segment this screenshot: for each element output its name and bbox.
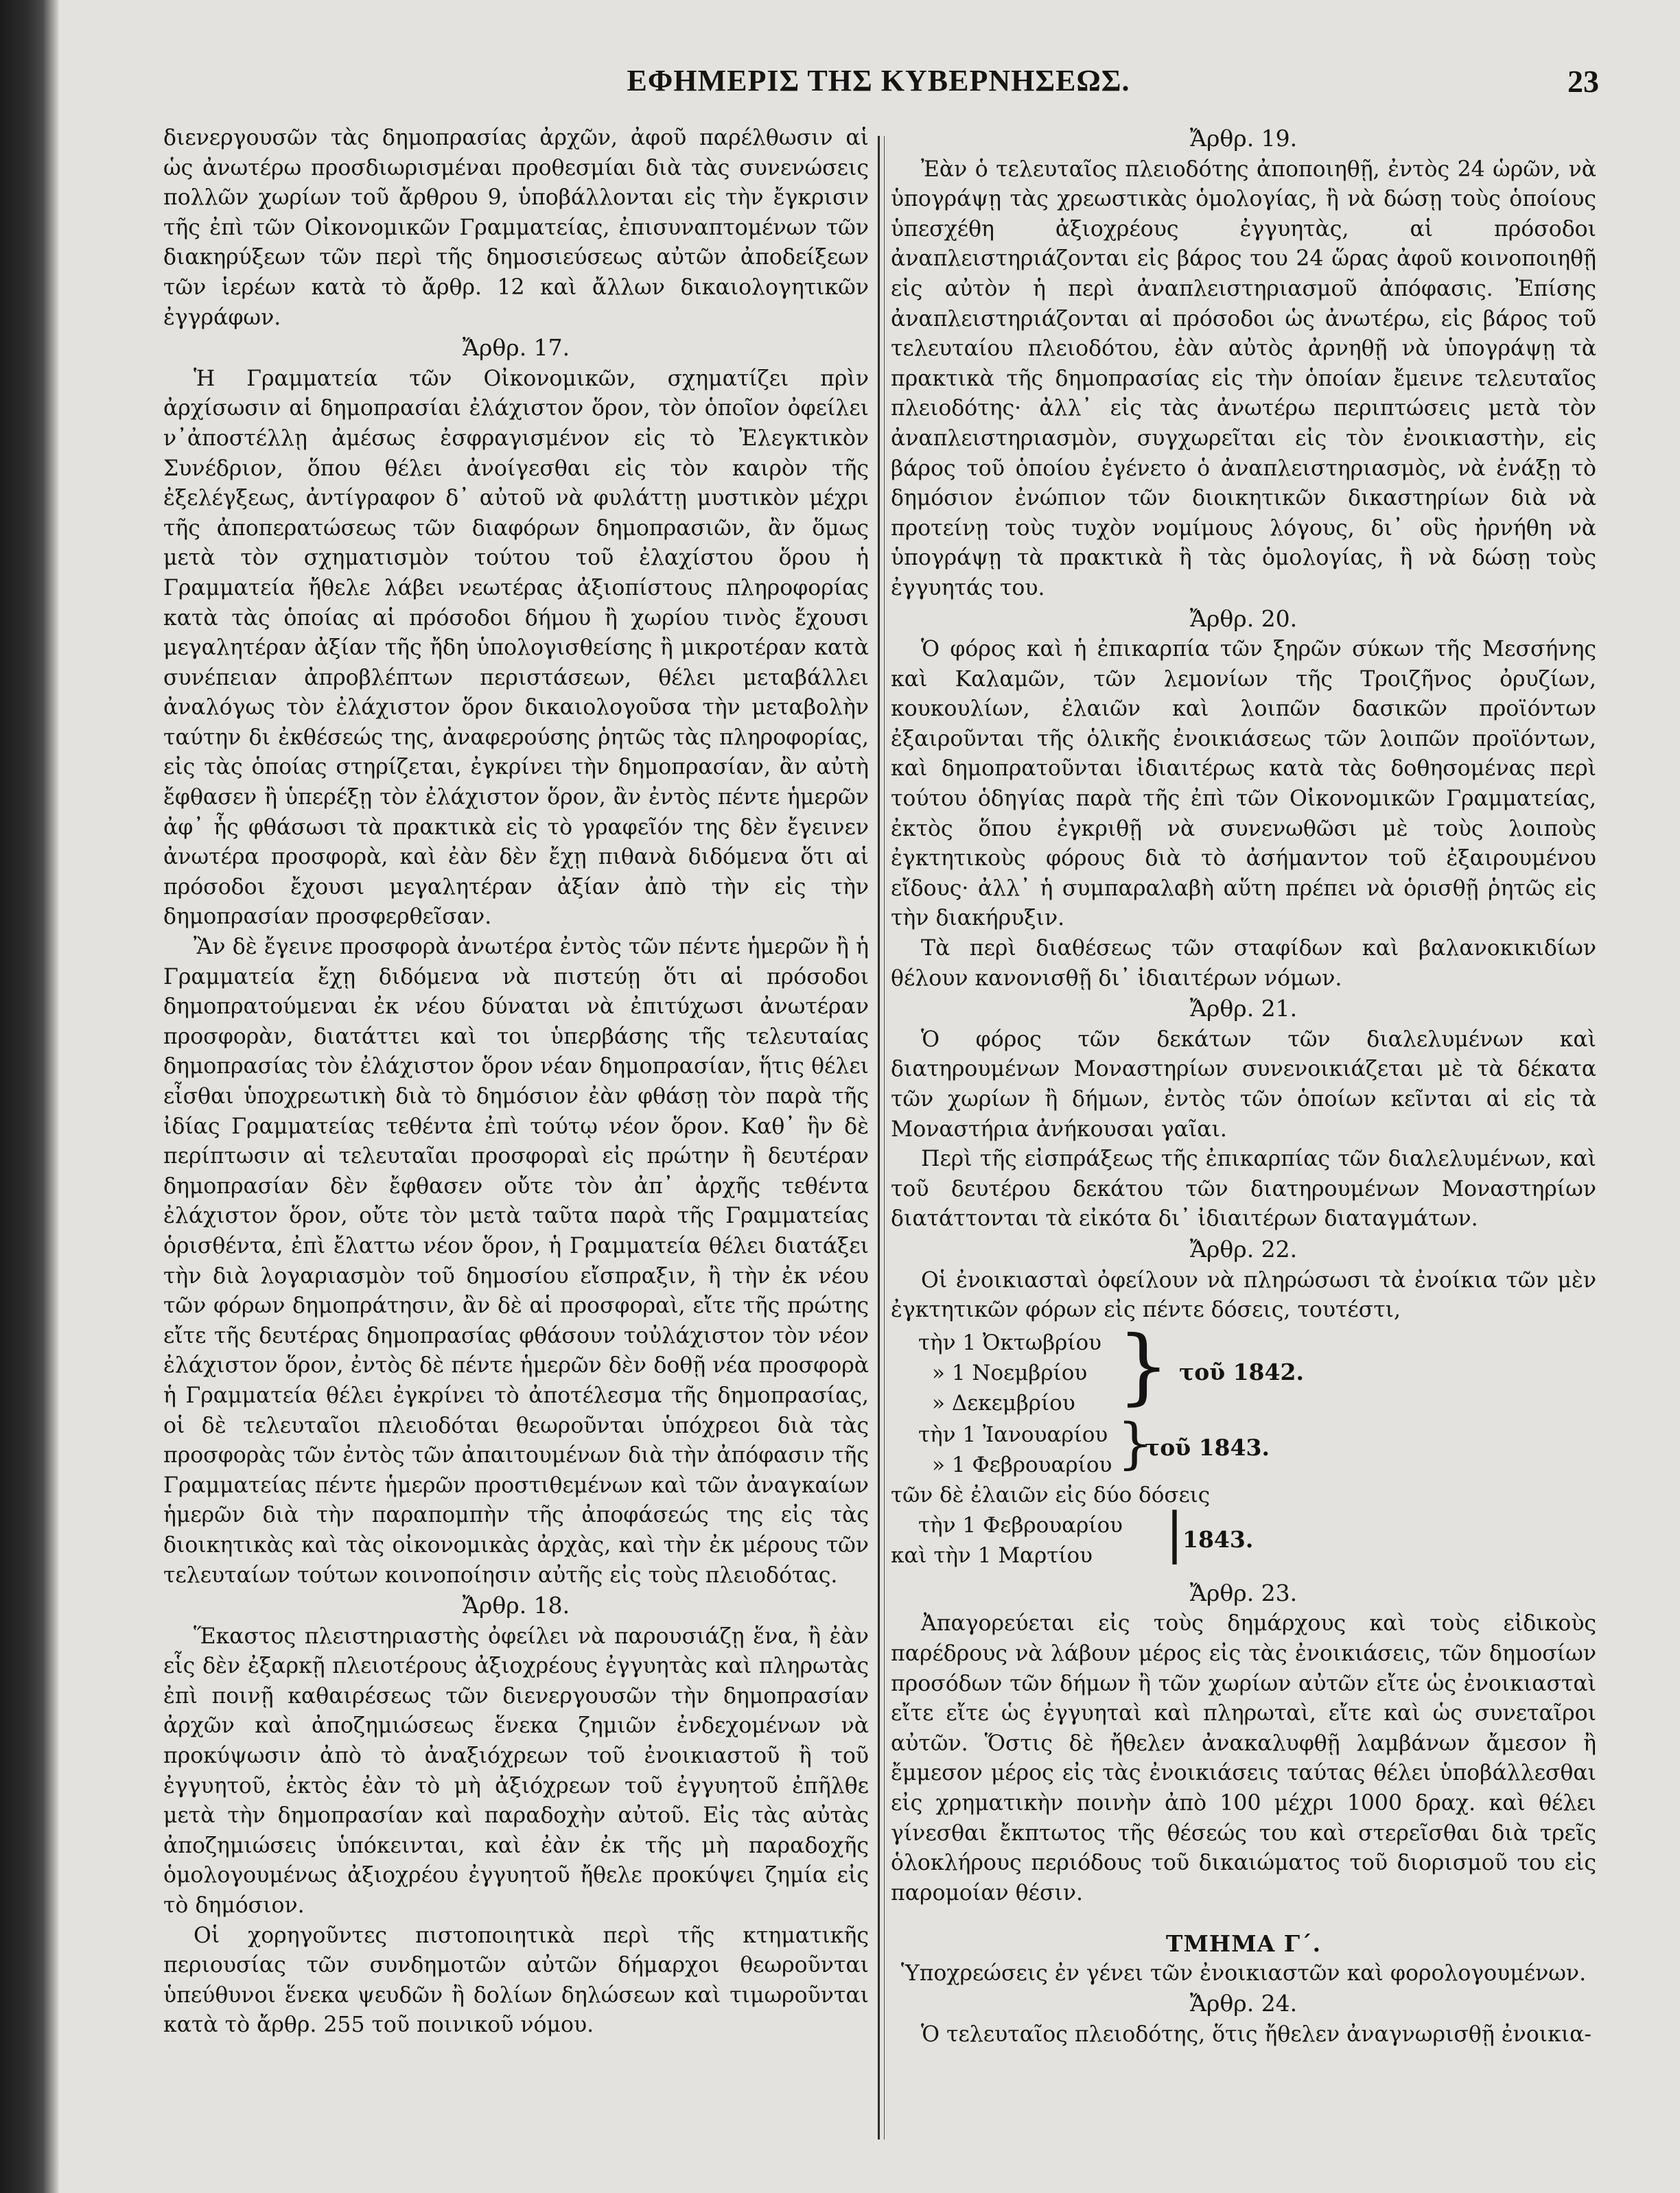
schedule-line: » 1 Φεβρουαρίου: [932, 1452, 1112, 1477]
schedule-year: 1843.: [1182, 1525, 1254, 1553]
brace-icon: }: [1117, 1318, 1170, 1414]
paragraph: Οἱ χορηγοῦντες πιστοποιητικὰ περὶ τῆς κτηματικῆς περιουσίας τῶν συνδημοτῶν αὐτῶν δήμαρχοι θεωροῦνται ὑπεύθυνοι ἕνεκα ψευδῶν ἢ δολίων δηλώσεων καὶ τιμωροῦνται κατὰ τὸ ἄρθρ. 255 τοῦ ποινικοῦ νόμου.: [163, 1923, 869, 2038]
book-binding-edge: [0, 0, 59, 2193]
brace-icon: |: [1165, 1500, 1184, 1564]
article-heading-21: Ἄρθρ. 21.: [1189, 995, 1298, 1022]
column-divider: [878, 136, 880, 2139]
gazette-title: ΕΦΗΜΕΡΙΣ ΤΗΣ ΚΥΒΕΡΝΗΣΕΩΣ.: [627, 64, 1130, 97]
article-heading-24: Ἄρθρ. 24.: [1189, 1990, 1298, 2017]
article-heading-18: Ἄρθρ. 18.: [462, 1592, 570, 1619]
schedule-year: τοῦ 1843.: [1145, 1433, 1270, 1461]
payment-schedule: [891, 1318, 1596, 1575]
schedule-year: τοῦ 1842.: [1179, 1358, 1304, 1385]
paragraph: Οἱ ἐνοικιασταὶ ὀφείλουν νὰ πληρώσωσι τὰ ἐνοίκια τῶν μὲν ἐγκτητικῶν φόρων εἰς πέντε δόσεις, τουτέστι,: [891, 1267, 1596, 1323]
schedule-line: τὴν 1 Φεβρουαρίου: [918, 1512, 1123, 1538]
paragraph: διενεργουσῶν τὰς δημοπρασίας ἀρχῶν, ἀφοῦ παρέλθωσιν αἱ ὡς ἀνωτέρω προσδιωρισμέναι προθεσμίαι διὰ τὰς συνενώσεις πολλῶν χωρίων τοῦ ἄρθρου 9, ὑποβάλλονται εἰς τὴν ἔγκρισιν τῆς ἐπὶ τῶν Οἰκονομικῶν Γραμματείας, ἐπισυναπτομένων τῶν διακηρύξεων τῶν περὶ τῆς δημοσιεύσεως αὐτῶν ἀποδείξεων τῶν ἱερέων κατὰ τὸ ἄρθρ. 12 καὶ ἄλλων δικαιολογητικῶν ἐγγράφων.: [163, 126, 869, 330]
paragraph: Ἕκαστος πλειστηριαστὴς ὀφείλει νὰ παρουσιάζῃ ἕνα, ἢ ἐὰν εἷς δὲν ἐξαρκῇ πλειοτέρους ἀξιοχρέους ἐγγυητὰς καὶ πληρωτὰς ἐπὶ ποινῇ καθαιρέσεως τῶν διενεργουσῶν τὴν δημοπρασίαν ἀρχῶν καὶ ἀποζημιώσεως ἕνεκα ζημιῶν ἐνδεχομένων νὰ προκύψωσιν ἀπὸ τὸ ἀναξιόχρεων τοῦ ἐνοικιαστοῦ ἢ τοῦ ἐγγυητοῦ, ἐκτὸς ἐὰν τὸ μὴ ἀξιόχρεων τοῦ ἐγγυητοῦ ἐπῆλθε μετὰ τὴν δημοπρασίαν καὶ παραδοχὴν αὐτοῦ. Εἰς τὰς αὐτὰς ἀποζημιώσεις ὑπόκεινται, καὶ ἐὰν ἐκ τῆς μὴ παραδοχῆς ὁμολογουμένως ἀξιοχρέου ἐγγυητοῦ ἤθελε προκύψει ζημία εἰς τὸ δημόσιον.: [163, 1623, 869, 1919]
column-divider-thin: [884, 136, 885, 2139]
section-subtitle: Ὑποχρεώσεις ἐν γένει τῶν ἐνοικιαστῶν καὶ φορολογουμένων.: [900, 1960, 1587, 1986]
paragraph: Ὁ φόρος καὶ ἡ ἐπικαρπία τῶν ξηρῶν σύκων τῆς Μεσσήνης καὶ Καλαμῶν, τῶν λεμονίων τῆς Τροιζῆνος ὀρυζίων, κουκουλίων, ἐλαιῶν καὶ λοιπῶν δασικῶν προϊόντων ἐξαιροῦνται τῆς ὁλικῆς ἐνοικιάσεως τῶν λοιπῶν προϊόντων, καὶ δημοπρατοῦνται ἰδιαιτέρως κατὰ τὰς δοθησομένας περὶ τούτου ὁδηγίας παρὰ τῆς ἐπὶ τῶν Οἰκονομικῶν Γραμματείας, ἐκτὸς ὅπου ἐγκριθῇ νὰ συνενωθῶσι μὲ τοὺς λοιποὺς ἐγκτητικοὺς φόρους διὰ τὸ ἀσήμαντον τοῦ ἐξαιρουμένου εἴδους· ἀλλ᾽ ἡ συμπαραλαβὴ αὕτη πρέπει νὰ ὁρισθῇ ῥητῶς εἰς τὴν διακήρυξιν.: [891, 637, 1596, 931]
article-heading-20: Ἄρθρ. 20.: [1189, 605, 1298, 632]
schedule-line: τὴν 1 Ὀκτωβρίου: [918, 1330, 1102, 1355]
schedule-line: τὴν 1 Ἰανουαρίου: [918, 1422, 1108, 1447]
paragraph: Περὶ τῆς εἰσπράξεως τῆς ἐπικαρπίας τῶν διαλελυμένων, καὶ τοῦ δευτέρου δεκάτου τῶν διατηρουμένων Μοναστηρίων διατάττονται τὰ εἰκότα δι᾽ ἰδιαιτέρων διαταγμάτων.: [891, 1147, 1596, 1232]
paragraph: Τὰ περὶ διαθέσεως τῶν σταφίδων καὶ βαλανοκικιδίων θέλουν κανονισθῇ δι᾽ ἰδιαιτέρων νόμων.: [891, 936, 1596, 991]
article-heading-19: Ἄρθρ. 19.: [1189, 125, 1298, 152]
paragraph: Ὁ φόρος τῶν δεκάτων τῶν διαλελυμένων καὶ διατηρουμένων Μοναστηρίων συνενοικιάζεται μὲ τὰ δέκατα τῶν χωρίων ἢ δήμων, ἐντὸς τῶν ὁποίων κεῖνται αἱ εἰς τὰ Μοναστήρια ἀνήκουσαι γαῖαι.: [891, 1027, 1596, 1142]
section-heading: ΤΜΗΜΑ Γ΄.: [1165, 1930, 1322, 1958]
page-number: 23: [1567, 64, 1599, 99]
paragraph: Ἡ Γραμματεία τῶν Οἰκονομικῶν, σχηματίζει πρὶν ἀρχίσωσιν αἱ δημοπρασίαι ἐλάχιστον ὅρον, τὸν ὁποῖον ὀφείλει ν᾽ἀποστέλλῃ ἀμέσως ἐσφραγισμένον εἰς τὸ Ἐλεγκτικὸν Συνέδριον, ὅπου θέλει ἀνοίγεσθαι εἰς τὸν καιρὸν τῆς ἐξελέγξεως, ἀντίγραφον δ᾽ αὐτοῦ νὰ φυλάττῃ μυστικὸν μέχρι τῆς ἀποπερατώσεως τῶν διαφόρων δημοπρασιῶν, ἂν ὅμως μετὰ τὸν σχηματισμὸν τούτου τοῦ ἐλαχίστου ὅρου ἡ Γραμματεία ἤθελε λάβει νεωτέρας ἀξιοπίστους πληροφορίας κατὰ τὰς ὁποίας αἱ πρόσοδοι δήμου ἢ χωρίου τινὸς ἔχουσι μεγαλητέραν ἀξίαν τῆς ἤδη ὑπολογισθείσης ἢ μικροτέραν κατὰ συνέπειαν ἀπροβλέπτων περιστάσεων, θέλει μεταβάλλει ἀναλόγως τὸν ἐλάχιστον ὅρον δικαιολογοῦσα τὴν μεταβολὴν ταύτην δι ἐκθέσεώς της, ἀναφερούσης ῥητῶς τὰς πληροφορίας, εἰς τὰς ὁποίας στηρίζεται, ἐγκρίνει τὴν δημοπρασίαν, ἂν αὐτὴ ἔφθασεν ἢ ὑπερέξῃ τὸν ἐλάχιστον ὅρον, ἂν ἐντὸς πέντε ἡμερῶν ἀφ᾽ ἧς φθάσωσι τὰ πρακτικὰ εἰς τὸ γραφεῖόν της δὲν ἔγεινεν ἀνωτέρα προσφορὰ, καὶ ἐὰν δὲν ἔχῃ πιθανὰ διδόμενα ὅτι αἱ πρόσοδοι ἔχουσι μεγαλητέραν ἀξίαν ἀπὸ τὴν εἰς τὴν δημοπρασίαν προσφερθεῖσαν.: [163, 366, 869, 930]
paragraph: Ὁ τελευταῖος πλειοδότης, ὅτις ἤθελεν ἀναγνωρισθῇ ἐνοικια-: [921, 2022, 1592, 2048]
paragraph: Ἂν δὲ ἔγεινε προσφορὰ ἀνωτέρα ἐντὸς τῶν πέντε ἡμερῶν ἢ ἡ Γραμματεία ἔχῃ διδόμενα νὰ πιστεύῃ ὅτι αἱ πρόσοδοι δημοπρατούμεναι ἐκ νέου δύναται νὰ ἐπιτύχωσι ἀνωτέραν προσφορὰν, διατάττει καὶ τοι ὑπερβάσης τῆς τελευταίας δημοπρασίας τὸν ἐλάχιστον ὅρον νέαν δημοπρασίαν, ἥτις θέλει εἶσθαι ὑποχρεωτικὴ διὰ τὸ δημόσιον ἐὰν φθάσῃ τὸν παρὰ τῆς ἰδίας Γραμματείας τεθέντα ἐπὶ τούτῳ νέον ὅρον. Καθ᾽ ἣν δὲ περίπτωσιν αἱ τελευταῖαι προσφοραὶ εἰς πρώτην ἢ δευτέραν δημοπρασίαν δὲν ἔφθασεν οὔτε τὸν ἀπ᾽ ἀρχῆς τεθέντα ἐλάχιστον ὅρον, οὔτε τὸν μετὰ ταῦτα παρὰ τῆς Γραμματείας ὁρισθέντα, ἐπὶ ἔλαττω νέον ὅρον, ἡ Γραμματεία θέλει διατάξει τὴν διὰ λογαριασμὸν τοῦ δημοσίου εἴσπραξιν, ἢ τὴν ἐκ νέου τῶν φόρων δημοπράτησιν, ἂν δὲ αἱ προσφοραὶ, εἴτε τῆς πρώτης εἴτε τῆς δευτέρας δημοπρασίας φθάσουν τοὐλάχιστον τὸν νέον ἐλάχιστον ὅρον, ἐντὸς δὲ πέντε ἡμερῶν δὲν δοθῇ νέα προσφορὰ ἡ Γραμματεία θέλει ἐγκρίνει τὸ ἀποτέλεσμα τῆς δημοπρασίας, οἱ δὲ τελευταῖοι πλειοδόται θεωροῦνται ὑπόχρεοι διὰ τὰς προσφορὰς τῶν ἐντὸς τῶν ἀπαιτουμένων διὰ τὴν ἀπόφασιν τῆς Γραμματείας πέντε ἡμερῶν προστιθεμένων καὶ τῶν ἀναγκαίων ἡμερῶν διὰ τὴν παραπομπὴν τῆς ἀποφάσεώς της εἰς τὰς διοικητικὰς καὶ τὰς οἰκονομικὰς ἀρχὰς, καὶ τὴν ἐκ μέρους τῶν τελευταίων τούτων κοινοποίησιν αὐτῆς εἰς τοὺς πλειοδότας.: [163, 935, 869, 1588]
right-column: [891, 124, 1596, 2155]
schedule-line: καὶ τὴν 1 Μαρτίου: [891, 1543, 1093, 1568]
paragraph: Ἐὰν ὁ τελευταῖος πλειοδότης ἀποποιηθῇ, ἐντὸς 24 ὡρῶν, νὰ ὑπογράψῃ τὰς χρεωστικὰς ὁμολογίας, ἢ νὰ δώσῃ τοὺς ὁποίους ὑπεσχέθη ἀξιοχρέους ἐγγυητὰς, αἱ πρόσοδοι ἀναπλειστηριάζονται εἰς βάρος του 24 ὥρας ἀφοῦ κοινοποιηθῇ εἰς αὐτὸν ἡ περὶ ἀναπλειστηριασμοῦ ἀπόφασις. Ἐπίσης ἀναπλειστηριάζονται αἱ πρόσοδοι ὡς ἀνωτέρω, εἰς βάρος τοῦ τελευταίου πλειοδότου, ἐὰν αὐτὸς ἀρνηθῇ νὰ ὑπογράψῃ τὰ πρακτικὰ τῆς δημοπρασίας εἰς τὴν ὁποίαν ἔμεινε τελευταῖος πλειοδότης· ἀλλ᾽ εἰς τὰς ἀνωτέρω περιπτώσεις μετὰ τὸν ἀναπλειστηριασμὸν, συγχωρεῖται εἰς τὸν ἐνοικιαστὴν, εἰς βάρος τοῦ ὁποίου ἐγένετο ὁ ἀναπλειστηριασμὸς, νὰ ἐνάξῃ τὸ δημόσιον ἐνώπιον τῶν διοικητικῶν δικαστηρίων διὰ νὰ προτείνῃ τοὺς τυχὸν νομίμους λόγους, δι᾽ οὓς ἠρνήθη νὰ ὑπογράψῃ τὰ πρακτικὰ ἢ τὰς ὁμολογίας, ἢ νὰ δώσῃ τοὺς ἐγγυητάς του.: [891, 156, 1596, 600]
article-heading-23: Ἄρθρ. 23.: [1189, 1579, 1298, 1606]
left-column: [163, 124, 869, 2155]
article-heading-22: Ἄρθρ. 22.: [1189, 1235, 1298, 1263]
schedule-line: » Δεκεμβρίου: [932, 1390, 1075, 1416]
brace-icon: }: [1117, 1411, 1152, 1475]
schedule-line: τῶν δὲ ἐλαιῶν εἰς δύο δόσεις: [891, 1482, 1211, 1508]
page-header: [158, 63, 1599, 111]
article-heading-17: Ἄρθρ. 17.: [462, 334, 570, 362]
schedule-line: » 1 Νοεμβρίου: [932, 1360, 1088, 1385]
paragraph: Ἀπαγορεύεται εἰς τοὺς δημάρχους καὶ τοὺς εἰδικοὺς παρέδρους νὰ λάβουν μέρος εἰς τὰς ἐνοικιάσεις, τῶν δημοσίων προσόδων τῶν δήμων ἢ τῶν χωρίων αὐτῶν εἴτε ὡς ἐνοικιασταὶ εἴτε εἴτε ὡς ἐγγυηταὶ καὶ πληρωταὶ, εἴτε καὶ ὡς συνεταῖροι αὐτῶν. Ὅστις δὲ ἤθελεν ἀνακαλυφθῇ λαμβάνων ἄμεσον ἢ ἔμμεσον μέρος εἰς τὰς ἐνοικιάσεις ταύτας θέλει ὑποβάλλεσθαι εἰς χρηματικὴν ποινὴν ἀπὸ 100 μέχρι 1000 δραχ. καὶ θέλει γίνεσθαι ἔκπτωτος τῆς θέσεώς του καὶ στερεῖσθαι διὰ τρεῖς ὁλοκλήρους περιόδους τοῦ δικαιώματος τοῦ διορισμοῦ του εἰς παρομοίαν θέσιν.: [891, 1611, 1596, 1905]
